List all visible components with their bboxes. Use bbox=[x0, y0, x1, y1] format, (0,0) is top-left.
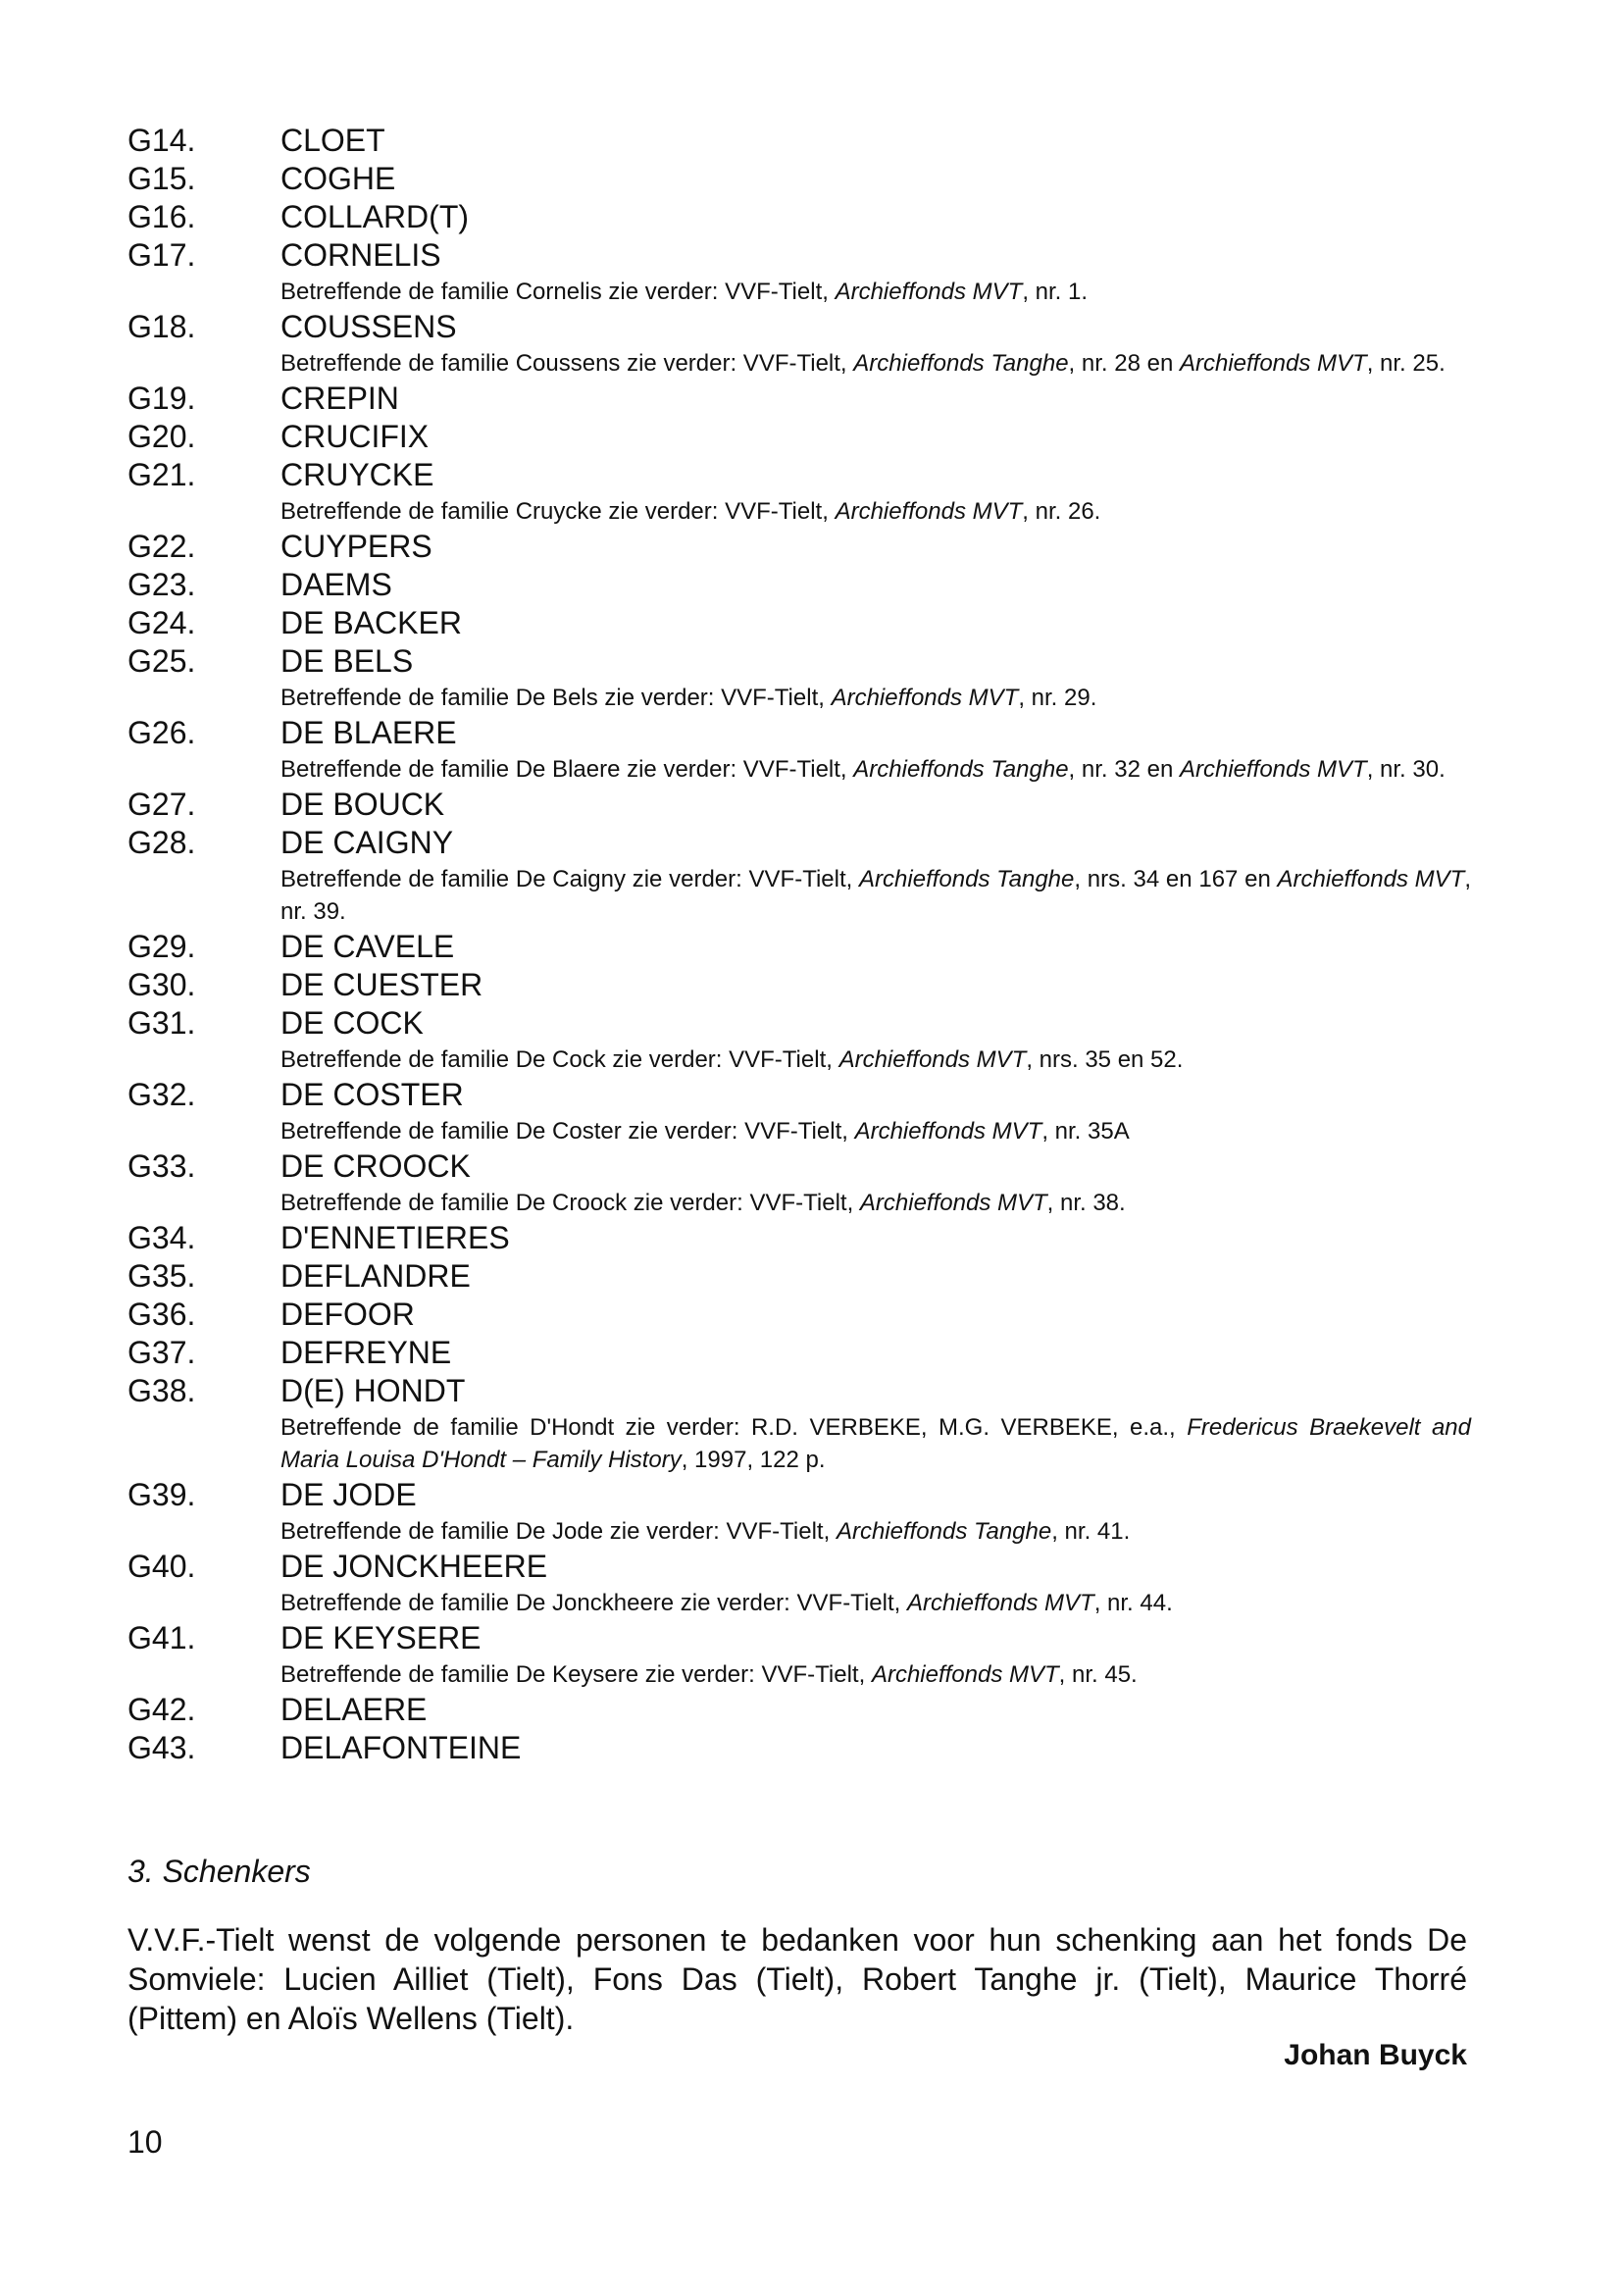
entry-row bbox=[127, 528, 1471, 566]
note-text: , nr. 26. bbox=[1022, 498, 1101, 525]
note-text: , nrs. 35 en 52. bbox=[1026, 1046, 1184, 1073]
entry-row bbox=[127, 198, 1471, 236]
entry-reference-note bbox=[280, 1586, 1471, 1619]
note-italic-title: Archieffonds Tanghe bbox=[853, 350, 1069, 377]
note-text: , nr. 38. bbox=[1046, 1190, 1126, 1216]
note-italic-title: Archieffonds Tanghe bbox=[859, 866, 1075, 892]
entry-code: G40. bbox=[127, 1549, 196, 1584]
note-text: Betreffende de familie De Cock zie verder: VVF-Tielt, bbox=[280, 1046, 839, 1073]
note-italic-title: Archieffonds MVT bbox=[835, 498, 1023, 525]
note-text: , nr. 44. bbox=[1093, 1590, 1173, 1616]
entry-family-name: D'ENNETIERES bbox=[280, 1220, 510, 1255]
entry-row bbox=[127, 160, 1471, 198]
note-text: , nr. 29. bbox=[1018, 685, 1097, 711]
entry-family-name: CRUYCKE bbox=[280, 457, 434, 492]
note-italic-title: Archieffonds Tanghe bbox=[836, 1518, 1052, 1545]
note-italic-title: Archieffonds MVT bbox=[1277, 866, 1465, 892]
entry-row bbox=[127, 456, 1471, 494]
entry-code: G15. bbox=[127, 161, 196, 196]
page-number: 10 bbox=[127, 2124, 163, 2160]
index-entry bbox=[127, 198, 1471, 236]
entry-family-name: DAEMS bbox=[280, 567, 392, 602]
entry-code: G24. bbox=[127, 605, 196, 640]
entry-code: G20. bbox=[127, 419, 196, 454]
entry-row bbox=[127, 642, 1471, 681]
index-entry bbox=[127, 1296, 1471, 1334]
entry-row bbox=[127, 1147, 1471, 1186]
entry-code: G28. bbox=[127, 825, 196, 860]
entry-family-name: CREPIN bbox=[280, 381, 399, 416]
section-heading: 3. Schenkers bbox=[127, 1854, 311, 1889]
entry-code: G33. bbox=[127, 1148, 196, 1184]
entry-family-name: CLOET bbox=[280, 123, 385, 158]
note-italic-title: Archieffonds MVT bbox=[859, 1190, 1047, 1216]
note-text: , nr. 30. bbox=[1366, 756, 1446, 783]
entry-reference-note bbox=[280, 1514, 1471, 1548]
index-entry bbox=[127, 824, 1471, 928]
index-entry bbox=[127, 1372, 1471, 1476]
note-text: , nr. 45. bbox=[1058, 1661, 1138, 1688]
entry-row bbox=[127, 1257, 1471, 1296]
index-entry bbox=[127, 1257, 1471, 1296]
index-entry bbox=[127, 1729, 1471, 1767]
family-index-list bbox=[127, 122, 1471, 1767]
entry-code: G26. bbox=[127, 715, 196, 750]
entry-reference-note bbox=[280, 1186, 1471, 1219]
acknowledgement-paragraph: V.V.F.-Tielt wenst de volgende personen te bedanken voor hun schenking aan het fonds De Somviele: Lucien Ailliet (Tielt), Fons Das (Tielt), Robert Tanghe jr. (Tielt), Maurice Thorré (Pittem) en Aloïs Wellens (Tielt). bbox=[127, 1922, 1467, 2036]
index-entry bbox=[127, 928, 1471, 966]
entry-row bbox=[127, 418, 1471, 456]
note-text: , nrs. 34 en 167 en bbox=[1074, 866, 1278, 892]
entry-reference-note bbox=[280, 862, 1471, 928]
note-text: , nr. 41. bbox=[1051, 1518, 1131, 1545]
note-text: Betreffende de familie De Jonckheere zie verder: VVF-Tielt, bbox=[280, 1590, 907, 1616]
note-text: Betreffende de familie Cruycke zie verder: VVF-Tielt, bbox=[280, 498, 836, 525]
entry-family-name: D(E) HONDT bbox=[280, 1373, 466, 1408]
index-entry bbox=[127, 308, 1471, 380]
index-entry bbox=[127, 1334, 1471, 1372]
entry-code: G19. bbox=[127, 381, 196, 416]
note-text: Betreffende de familie Cornelis zie verder: VVF-Tielt, bbox=[280, 279, 836, 305]
entry-family-name: DE CUESTER bbox=[280, 967, 483, 1002]
entry-code: G31. bbox=[127, 1005, 196, 1041]
entry-row bbox=[127, 604, 1471, 642]
index-entry bbox=[127, 642, 1471, 714]
entry-family-name: DELAERE bbox=[280, 1692, 428, 1727]
note-italic-title: Archieffonds MVT bbox=[854, 1118, 1042, 1145]
note-italic-title: Archieffonds Tanghe bbox=[853, 756, 1069, 783]
entry-family-name: DELAFONTEINE bbox=[280, 1730, 522, 1765]
index-entry bbox=[127, 528, 1471, 566]
entry-reference-note bbox=[280, 275, 1471, 308]
entry-row bbox=[127, 1296, 1471, 1334]
note-text: , nr. 39. bbox=[280, 866, 1471, 925]
entry-row bbox=[127, 824, 1471, 862]
entry-family-name: COUSSENS bbox=[280, 309, 457, 344]
entry-row bbox=[127, 1334, 1471, 1372]
entry-reference-note bbox=[280, 494, 1471, 528]
entry-reference-note bbox=[280, 681, 1471, 714]
entry-family-name: CORNELIS bbox=[280, 237, 441, 273]
entry-family-name: DEFLANDRE bbox=[280, 1258, 471, 1294]
note-italic-title: Archieffonds MVT bbox=[906, 1590, 1094, 1616]
entry-row bbox=[127, 1076, 1471, 1114]
entry-family-name: CRUCIFIX bbox=[280, 419, 430, 454]
entry-code: G30. bbox=[127, 967, 196, 1002]
entry-code: G21. bbox=[127, 457, 196, 492]
entry-reference-note bbox=[280, 1410, 1471, 1476]
entry-family-name: DE CAIGNY bbox=[280, 825, 454, 860]
note-text: Betreffende de familie De Caigny zie verder: VVF-Tielt, bbox=[280, 866, 860, 892]
entry-row bbox=[127, 308, 1471, 346]
index-entry bbox=[127, 160, 1471, 198]
note-text: Betreffende de familie De Keysere zie verder: VVF-Tielt, bbox=[280, 1661, 872, 1688]
entry-code: G27. bbox=[127, 787, 196, 822]
note-italic-title: Archieffonds MVT bbox=[831, 685, 1019, 711]
entry-row bbox=[127, 122, 1471, 160]
note-text: , nr. 32 en bbox=[1068, 756, 1180, 783]
entry-code: G23. bbox=[127, 567, 196, 602]
note-text: Betreffende de familie De Blaere zie verder: VVF-Tielt, bbox=[280, 756, 854, 783]
entry-row bbox=[127, 566, 1471, 604]
note-text: , nr. 25. bbox=[1366, 350, 1446, 377]
index-entry bbox=[127, 1147, 1471, 1219]
entry-code: G25. bbox=[127, 643, 196, 679]
note-italic-title: Archieffonds MVT bbox=[1179, 350, 1367, 377]
entry-family-name: DE CAVELE bbox=[280, 929, 455, 964]
entry-row bbox=[127, 1219, 1471, 1257]
entry-family-name: COGHE bbox=[280, 161, 396, 196]
entry-family-name: DE BELS bbox=[280, 643, 414, 679]
note-text: Betreffende de familie De Croock zie verder: VVF-Tielt, bbox=[280, 1190, 860, 1216]
note-text: Betreffende de familie De Bels zie verder: VVF-Tielt, bbox=[280, 685, 832, 711]
entry-row bbox=[127, 786, 1471, 824]
note-italic-title: Archieffonds MVT bbox=[871, 1661, 1059, 1688]
index-entry bbox=[127, 566, 1471, 604]
index-entry bbox=[127, 604, 1471, 642]
entry-code: G29. bbox=[127, 929, 196, 964]
entry-reference-note bbox=[280, 752, 1471, 786]
entry-code: G16. bbox=[127, 199, 196, 234]
entry-code: G37. bbox=[127, 1335, 196, 1370]
entry-family-name: DE JONCKHEERE bbox=[280, 1549, 548, 1584]
entry-code: G43. bbox=[127, 1730, 196, 1765]
entry-code: G18. bbox=[127, 309, 196, 344]
entry-family-name: DE CROOCK bbox=[280, 1148, 471, 1184]
index-entry bbox=[127, 456, 1471, 528]
entry-family-name: DE BLAERE bbox=[280, 715, 457, 750]
index-entry bbox=[127, 236, 1471, 308]
entry-row bbox=[127, 236, 1471, 275]
index-entry bbox=[127, 122, 1471, 160]
index-entry bbox=[127, 1476, 1471, 1548]
note-text: Betreffende de familie De Coster zie verder: VVF-Tielt, bbox=[280, 1118, 855, 1145]
entry-row bbox=[127, 380, 1471, 418]
note-text: Betreffende de familie Coussens zie verder: VVF-Tielt, bbox=[280, 350, 854, 377]
entry-row bbox=[127, 928, 1471, 966]
entry-row bbox=[127, 1372, 1471, 1410]
index-entry bbox=[127, 380, 1471, 418]
entry-family-name: DE JODE bbox=[280, 1477, 417, 1512]
note-text: Betreffende de familie De Jode zie verder: VVF-Tielt, bbox=[280, 1518, 837, 1545]
entry-code: G17. bbox=[127, 237, 196, 273]
index-entry bbox=[127, 786, 1471, 824]
index-entry bbox=[127, 966, 1471, 1004]
entry-reference-note bbox=[280, 1043, 1471, 1076]
entry-row bbox=[127, 966, 1471, 1004]
entry-row bbox=[127, 1619, 1471, 1657]
entry-family-name: CUYPERS bbox=[280, 529, 432, 564]
entry-row bbox=[127, 1476, 1471, 1514]
entry-code: G34. bbox=[127, 1220, 196, 1255]
entry-family-name: DE COSTER bbox=[280, 1077, 464, 1112]
index-entry bbox=[127, 1691, 1471, 1729]
entry-row bbox=[127, 1729, 1471, 1767]
index-entry bbox=[127, 1619, 1471, 1691]
note-text: Betreffende de familie D'Hondt zie verder: R.D. VERBEKE, M.G. VERBEKE, e.a., bbox=[280, 1414, 1188, 1441]
index-entry bbox=[127, 1219, 1471, 1257]
index-entry bbox=[127, 714, 1471, 786]
entry-code: G32. bbox=[127, 1077, 196, 1112]
entry-code: G36. bbox=[127, 1297, 196, 1332]
entry-code: G35. bbox=[127, 1258, 196, 1294]
note-italic-title: Archieffonds MVT bbox=[1179, 756, 1367, 783]
index-entry bbox=[127, 1004, 1471, 1076]
entry-family-name: DE BACKER bbox=[280, 605, 462, 640]
note-italic-title: Archieffonds MVT bbox=[835, 279, 1023, 305]
note-italic-title: Archieffonds MVT bbox=[838, 1046, 1027, 1073]
index-entry bbox=[127, 1076, 1471, 1147]
entry-reference-note bbox=[280, 1657, 1471, 1691]
entry-row bbox=[127, 1691, 1471, 1729]
note-text: , nr. 1. bbox=[1022, 279, 1089, 305]
entry-code: G42. bbox=[127, 1692, 196, 1727]
note-italic-title: Fredericus Braekevelt and Maria Louisa D'Hondt – Family History bbox=[280, 1414, 1471, 1473]
note-text: , 1997, 122 p. bbox=[681, 1447, 826, 1473]
entry-code: G14. bbox=[127, 123, 196, 158]
entry-row bbox=[127, 1548, 1471, 1586]
entry-reference-note bbox=[280, 346, 1471, 380]
author-signature: Johan Buyck bbox=[1284, 2039, 1467, 2071]
note-text: , nr. 28 en bbox=[1068, 350, 1180, 377]
entry-code: G39. bbox=[127, 1477, 196, 1512]
entry-reference-note bbox=[280, 1114, 1471, 1147]
entry-row bbox=[127, 1004, 1471, 1043]
entry-family-name: DE KEYSERE bbox=[280, 1620, 482, 1655]
entry-row bbox=[127, 714, 1471, 752]
note-text: , nr. 35A bbox=[1041, 1118, 1130, 1145]
entry-family-name: DEFREYNE bbox=[280, 1335, 452, 1370]
entry-family-name: DE COCK bbox=[280, 1005, 424, 1041]
entry-family-name: DE BOUCK bbox=[280, 787, 445, 822]
index-entry bbox=[127, 418, 1471, 456]
entry-code: G22. bbox=[127, 529, 196, 564]
entry-code: G41. bbox=[127, 1620, 196, 1655]
entry-code: G38. bbox=[127, 1373, 196, 1408]
entry-family-name: COLLARD(T) bbox=[280, 199, 470, 234]
entry-family-name: DEFOOR bbox=[280, 1297, 415, 1332]
index-entry bbox=[127, 1548, 1471, 1619]
